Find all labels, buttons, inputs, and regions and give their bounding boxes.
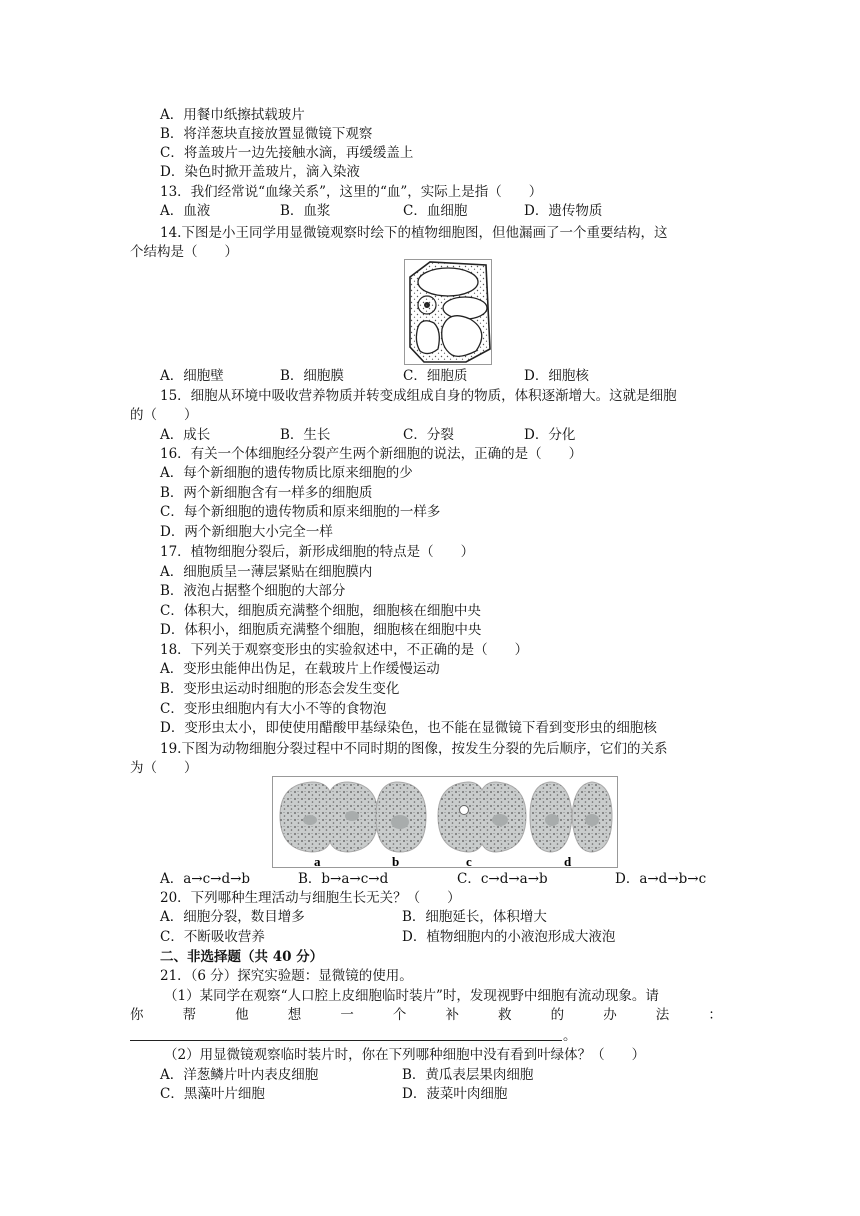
q19-option-d: D．a→d→b→c: [615, 871, 707, 887]
q19-options: [160, 870, 720, 889]
cell-c: [438, 782, 526, 852]
q14-option-b: B．细胞膜: [280, 368, 344, 384]
q20-option-a: A．细胞分裂，数目增多: [160, 909, 305, 925]
q15-stem-line2: 的（ ）: [130, 407, 198, 423]
label-d: d: [564, 854, 572, 868]
q21-option-d: D．菠菜叶肉细胞: [402, 1086, 508, 1102]
section-heading-non-choice: 二、非选择题（共 40 分）: [160, 949, 324, 965]
q15-option-a: A．成长: [160, 427, 211, 443]
q18-option-b: B．变形虫运动时细胞的形态会发生变化: [160, 681, 400, 697]
q21-options-row1: [160, 1066, 620, 1085]
q12-option-c: C．将盖玻片一边先接触水滴，再缓缓盖上: [160, 145, 414, 161]
label-c: c: [466, 854, 472, 868]
q18-option-a: A．变形虫能伸出伪足，在载玻片上作缓慢运动: [160, 661, 440, 677]
q15-option-c: C．分裂: [403, 427, 454, 443]
cell-division-drawing: [272, 776, 618, 868]
q21-part1-spread-line: [130, 1006, 722, 1025]
q13-options: [160, 202, 620, 221]
q18-stem: 18．下列关于观察变形虫的实验叙述中，不正确的是（ ）: [160, 642, 529, 658]
q12-option-b: B．将洋葱块直接放置显微镜下观察: [160, 126, 373, 142]
label-a: a: [314, 854, 321, 868]
q14-stem-line2: 个结构是（ ）: [130, 244, 238, 260]
q17-option-a: A．细胞质呈一薄层紧贴在细胞膜内: [160, 564, 373, 580]
q21-spread-char: 法: [655, 1007, 670, 1023]
cell-a: [280, 782, 378, 852]
q15-options: [160, 426, 620, 445]
q21-spread-char: ：: [708, 1007, 722, 1023]
q12-option-a: A．用餐巾纸擦拭载玻片: [160, 107, 305, 123]
q13-option-d: D．遗传物质: [524, 203, 603, 219]
q15-option-d: D．分化: [524, 427, 576, 443]
q13-option-b: B．血浆: [280, 203, 331, 219]
q21-spread-char: 的: [550, 1007, 565, 1023]
q21-spread-char: 救: [498, 1007, 512, 1023]
q21-spread-char: 他: [235, 1007, 249, 1023]
q13-stem: 13．我们经常说“血缘关系”，这里的“血”，实际上是指（ ）: [160, 184, 543, 200]
q21-option-a: A．洋葱鳞片叶内表皮细胞: [160, 1067, 319, 1083]
q16-option-a: A．每个新细胞的遗传物质比原来细胞的少: [160, 465, 413, 481]
q21-part2-stem: （2）用显微镜观察临时装片时，你在下列哪种细胞中没有看到叶绿体？（ ）: [164, 1047, 646, 1063]
cell-b: [376, 782, 426, 852]
label-b: b: [392, 854, 400, 868]
q17-option-c: C．体积大，细胞质充满整个细胞，细胞核在细胞中央: [160, 603, 481, 619]
q14-option-c: C．细胞质: [403, 368, 468, 384]
q21-option-c: C．黑藻叶片细胞: [160, 1086, 265, 1102]
q19-option-c: C．c→d→a→b: [457, 871, 548, 887]
q21-part1-line1: （1）某同学在观察“人口腔上皮细胞临时装片”时，发现视野中细胞有流动现象。请: [164, 988, 659, 1004]
q14-option-a: A．细胞壁: [160, 368, 224, 384]
q16-option-c: C．每个新细胞的遗传物质和原来细胞的一样多: [160, 504, 441, 520]
q16-option-d: D．两个新细胞大小完全一样: [160, 524, 333, 540]
q17-stem: 17．植物细胞分裂后，新形成细胞的特点是（ ）: [160, 544, 475, 560]
q16-option-b: B．两个新细胞含有一样多的细胞质: [160, 485, 373, 501]
plant-cell-drawing: [404, 259, 492, 365]
q21-spread-char: 个: [392, 1007, 407, 1023]
q21-options-row2: [160, 1085, 620, 1104]
q17-option-d: D．体积小，细胞质充满整个细胞，细胞核在细胞中央: [160, 622, 482, 638]
q21-stem: 21．（6 分）探究实验题：显微镜的使用。: [160, 968, 413, 984]
q19-option-a: A．a→c→d→b: [160, 871, 251, 887]
q21-spread-char: 一: [340, 1007, 354, 1023]
q16-stem: 16．有关一个体细胞经分裂产生两个新细胞的说法，正确的是（ ）: [160, 446, 583, 462]
q20-option-b: B．细胞延长，体积增大: [402, 909, 547, 925]
q21-answer-end-mark: 。: [563, 1028, 577, 1044]
cell-division-figure: [272, 776, 618, 868]
q13-option-c: C．血细胞: [403, 203, 468, 219]
q20-options-row2: [160, 928, 660, 947]
q14-option-d: D．细胞核: [524, 368, 589, 384]
q20-option-d: D．植物细胞内的小液泡形成大液泡: [402, 929, 616, 945]
q15-option-b: B．生长: [280, 427, 331, 443]
q12-option-d: D．染色时掀开盖玻片，滴入染液: [160, 164, 360, 180]
q21-spread-char: 帮: [182, 1007, 197, 1023]
q19-option-b: B．b→a→c→d: [298, 871, 389, 887]
q14-stem-line1: 14.下图是小王同学用显微镜观察时绘下的植物细胞图，但他漏画了一个重要结构，这: [160, 225, 668, 241]
q20-option-c: C．不断吸收营养: [160, 929, 265, 945]
plant-cell-figure: [404, 259, 492, 365]
q13-option-a: A．血液: [160, 203, 211, 219]
q21-spread-char: 办: [603, 1007, 617, 1023]
q19-stem-line2: 为（ ）: [130, 760, 198, 776]
q20-stem: 20．下列哪种生理活动与细胞生长无关？（ ）: [160, 890, 461, 906]
q21-answer-blank[interactable]: [130, 1040, 562, 1041]
q21-spread-char: 想: [287, 1007, 302, 1023]
q18-option-c: C．变形虫细胞内有大小不等的食物泡: [160, 701, 387, 717]
q15-stem-line1: 15．细胞从环境中吸收营养物质并转变成组成自身的物质，体积逐渐增大。这就是细胞: [160, 388, 677, 404]
q21-spread-char: 你: [130, 1007, 144, 1023]
q21-option-b: B．黄瓜表层果肉细胞: [402, 1067, 534, 1083]
q19-stem-line1: 19.下图为动物细胞分裂过程中不同时期的图像，按发生分裂的先后顺序，它们的关系: [160, 741, 668, 757]
q21-spread-char: 补: [445, 1007, 459, 1023]
q18-option-d: D．变形虫太小，即使使用醋酸甲基绿染色，也不能在显微镜下看到变形虫的细胞核: [160, 720, 657, 736]
q17-option-b: B．液泡占据整个细胞的大部分: [160, 583, 346, 599]
q20-options-row1: [160, 908, 640, 927]
q14-options: [160, 367, 620, 386]
